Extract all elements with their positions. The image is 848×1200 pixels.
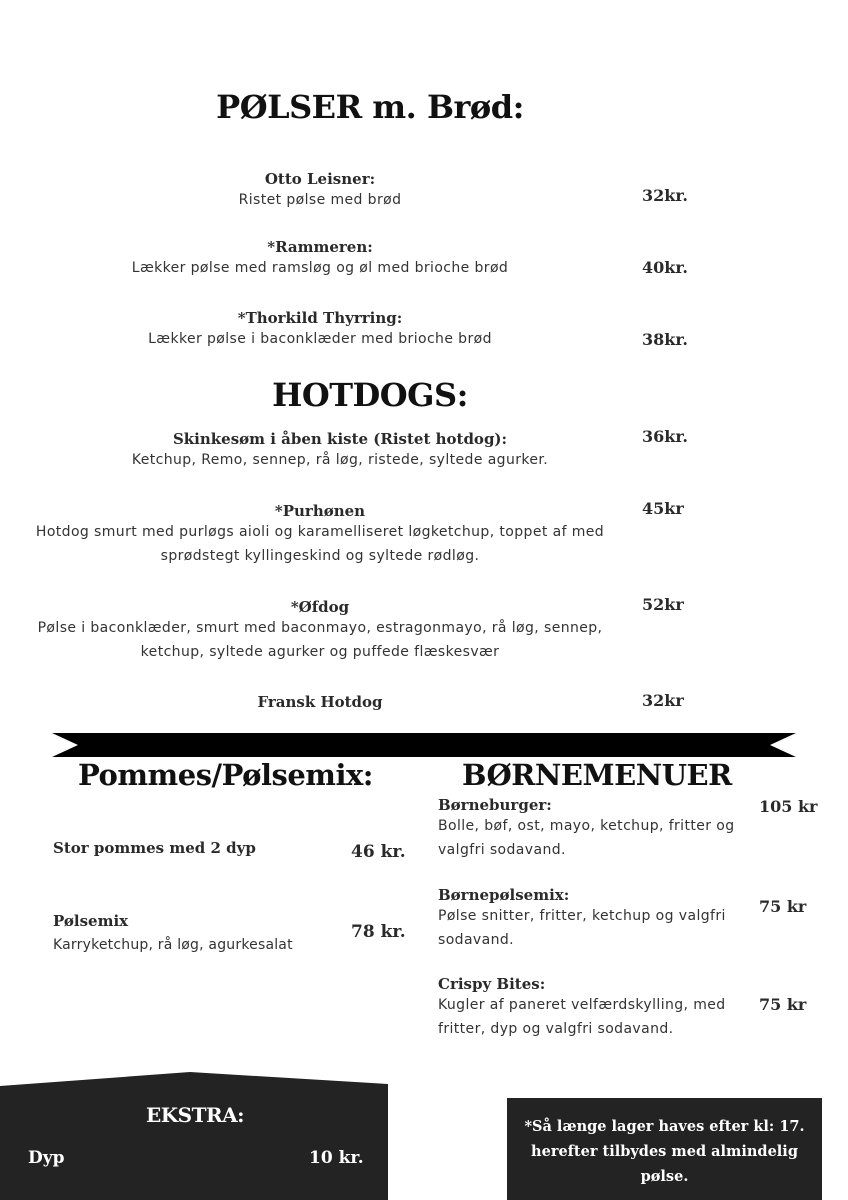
menu-item-rammeren [70, 238, 570, 280]
item-name: *Rammeren: [267, 238, 373, 256]
item-description: ketchup, syltede agurker og puffede flæskesvær [140, 644, 500, 660]
ribbon-divider [0, 728, 848, 762]
note-line: pølse. [640, 1168, 689, 1185]
item-price: 78 kr. [351, 922, 406, 942]
polser-title: PØLSER m. Brød: [216, 88, 524, 126]
hotdogs-title: HOTDOGS: [272, 376, 468, 414]
item-description: Kugler af paneret velfærdskylling, med [438, 997, 726, 1013]
item-name: *Purhønen [274, 502, 366, 520]
bornemenuer-title: BØRNEMENUER [462, 758, 732, 792]
item-description: Hotdog smurt med purløgs aioli og karamelliseret løgketchup, toppet af med [35, 524, 605, 540]
menu-item-ofdog [20, 598, 620, 664]
availability-note [512, 1114, 817, 1189]
item-price: 36kr. [642, 427, 688, 446]
menu-item-thorkild-thyrring [70, 309, 570, 351]
pommes-title: Pommes/Pølsemix: [78, 758, 373, 792]
item-description: Pølse i baconklæder, smurt med baconmayo, estragonmayo, rå løg, sennep, [37, 620, 603, 636]
note-line: *Så længe lager haves efter kl: 17. [524, 1118, 805, 1135]
item-price: 75 kr [759, 897, 807, 916]
menu-item-bornepolsemix [438, 886, 748, 952]
item-price: 32kr [642, 691, 684, 710]
item-description: valgfri sodavand. [438, 842, 566, 858]
menu-item-otto-leisner [120, 170, 520, 212]
item-price: 40kr. [642, 258, 688, 277]
menu-item-borneburger [438, 796, 748, 862]
note-line: herefter tilbydes med almindelig [531, 1143, 798, 1160]
item-price: 105 kr [759, 797, 818, 816]
ekstra-item-price: 10 kr. [309, 1148, 364, 1168]
item-description: Lækker pølse med ramsløg og øl med brioche brød [131, 260, 509, 276]
item-name: *Øfdog [290, 598, 350, 616]
item-name: Crispy Bites: [438, 975, 546, 993]
ekstra-title: EKSTRA: [146, 1103, 244, 1127]
item-price: 32kr. [642, 186, 688, 205]
item-description: fritter, dyp og valgfri sodavand. [438, 1021, 674, 1037]
menu-item-crispy-bites [438, 975, 748, 1041]
item-description: Ristet pølse med brød [238, 192, 402, 208]
item-description: Bolle, bøf, ost, mayo, ketchup, fritter og [438, 818, 735, 834]
item-name: Stor pommes med 2 dyp [53, 839, 256, 857]
item-description: Pølse snitter, fritter, ketchup og valgfri [438, 908, 726, 924]
item-name: Børneburger: [438, 796, 552, 814]
item-price: 45kr [642, 499, 684, 518]
item-name: *Thorkild Thyrring: [237, 309, 403, 327]
item-name: Børnepølsemix: [438, 886, 570, 904]
item-description: Ketchup, Remo, sennep, rå løg, ristede, syltede agurker. [131, 452, 549, 468]
item-name: Fransk Hotdog [257, 693, 383, 711]
menu-item-fransk-hotdog [120, 693, 520, 711]
item-description: Lækker pølse i baconklæder med brioche brød [148, 331, 492, 347]
item-price: 52kr [642, 595, 684, 614]
ekstra-panel [0, 1070, 390, 1200]
item-description: sprødstegt kyllingeskind og syltede rødløg. [160, 548, 480, 564]
item-description: Karryketchup, rå løg, agurkesalat [53, 937, 293, 953]
item-name: Pølsemix [53, 912, 129, 930]
item-name: Otto Leisner: [264, 170, 376, 188]
menu-item-purhonen [20, 502, 620, 568]
item-price: 38kr. [642, 330, 688, 349]
item-price: 46 kr. [351, 842, 406, 862]
menu-item-skinkesom [40, 430, 640, 472]
item-description: sodavand. [438, 932, 514, 948]
item-price: 75 kr [759, 995, 807, 1014]
item-name: Skinkesøm i åben kiste (Ristet hotdog): [172, 430, 508, 448]
ekstra-item-name: Dyp [28, 1148, 65, 1168]
